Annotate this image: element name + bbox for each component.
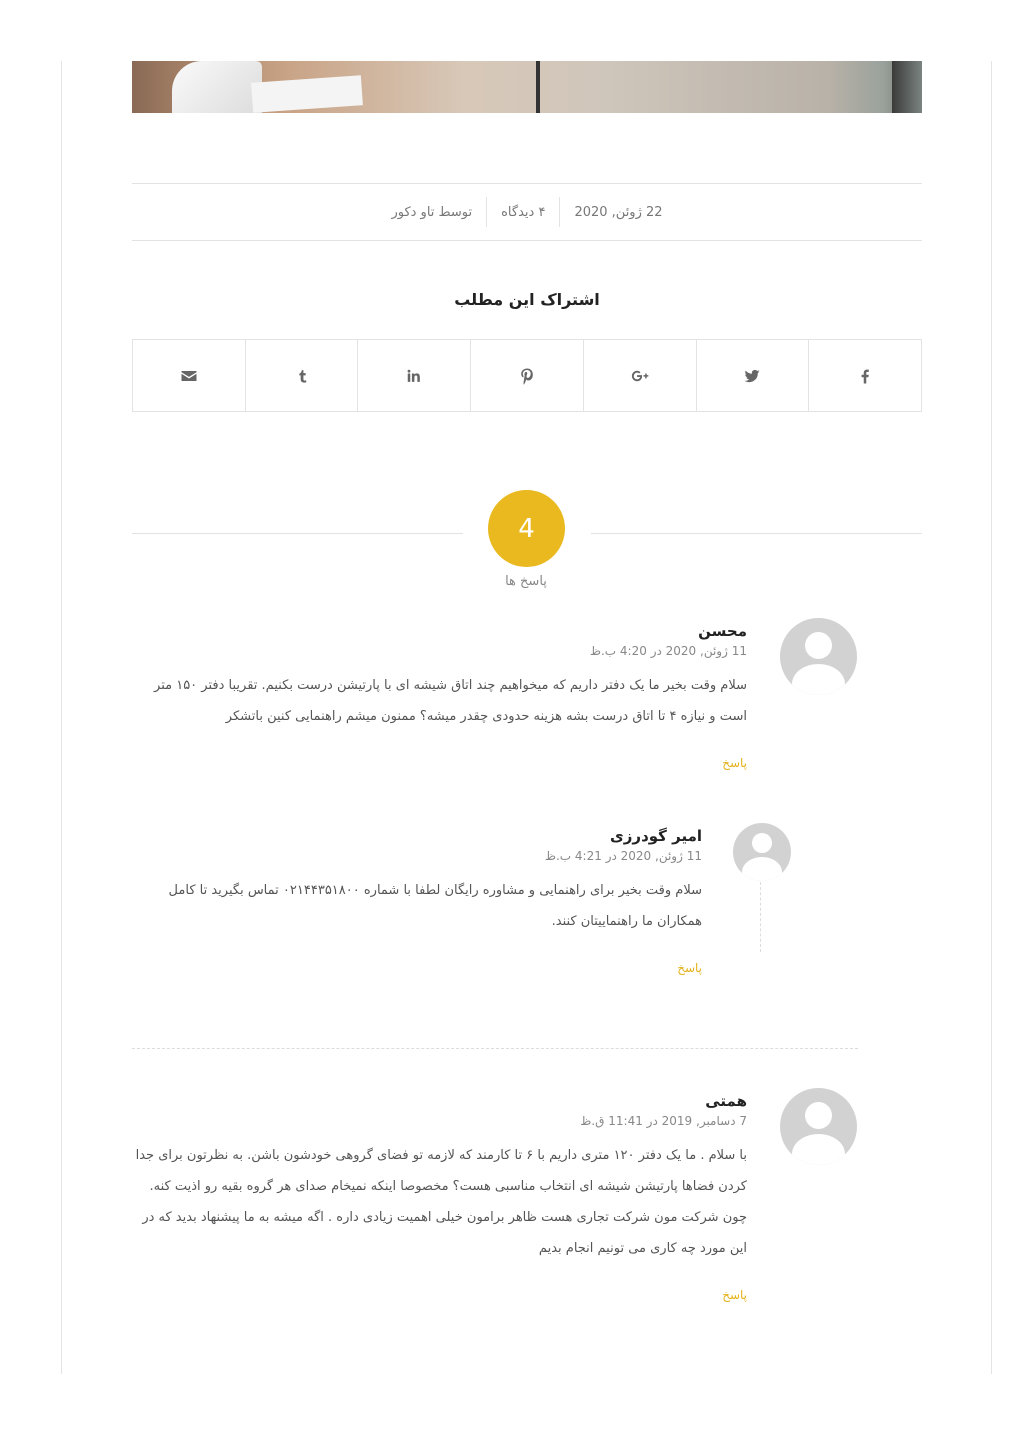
- share-tumblr-button[interactable]: [245, 340, 358, 411]
- comment-author[interactable]: همتی: [705, 1092, 747, 1110]
- tumblr-icon: [292, 366, 312, 386]
- image-paper: [251, 75, 363, 113]
- share-twitter-button[interactable]: [696, 340, 809, 411]
- comment-separator: [132, 1048, 858, 1049]
- mail-icon: [179, 366, 199, 386]
- reply-link[interactable]: پاسخ: [677, 961, 702, 975]
- comment-date[interactable]: 11 ژوئن, 2020 در 4:20 ب.ظ: [589, 644, 747, 658]
- image-pole: [536, 61, 540, 113]
- avatar: [780, 1088, 857, 1165]
- count-divider-left: [132, 533, 463, 534]
- share-bar: [132, 339, 922, 412]
- share-google-plus-button[interactable]: [583, 340, 696, 411]
- post-featured-image: [132, 61, 922, 113]
- reply-thread-line: [760, 882, 761, 952]
- comment-text: سلام وقت بخیر برای راهنمایی و مشاوره رایگان لطفا با شماره ۰۲۱۴۴۳۵۱۸۰۰ تماس بگیرید تا کامل همکاران ما راهنماییتان کنند.: [168, 883, 702, 929]
- share-linkedin-button[interactable]: [357, 340, 470, 411]
- avatar: [780, 618, 857, 695]
- google-plus-icon: [630, 366, 650, 386]
- comment-count-badge: 4: [488, 490, 565, 567]
- comment-date[interactable]: 11 ژوئن, 2020 در 4:21 ب.ظ: [544, 849, 702, 863]
- comment-text-continued: چون شرکت مون شرکت تجاری هست ظاهر برامون خیلی اهمیت زیادی داره . اگه میشه به ما پیشنهاد بدید که در این مورد چه کاری می تونیم انجام بدیم: [142, 1210, 747, 1256]
- comment-reply: [132, 827, 702, 976]
- post-comment-count[interactable]: ۴ دیدگاه: [501, 204, 546, 220]
- comment-date[interactable]: 7 دسامبر, 2019 در 11:41 ق.ظ: [580, 1114, 747, 1128]
- meta-divider: [486, 197, 487, 227]
- comment-author[interactable]: امیر گودرزی: [610, 827, 702, 845]
- share-pinterest-button[interactable]: [470, 340, 583, 411]
- image-tissue-box: [172, 61, 262, 113]
- comment: [132, 622, 747, 771]
- linkedin-icon: [404, 366, 424, 386]
- page-border-right: [991, 61, 992, 1374]
- post-meta: [132, 183, 922, 241]
- count-divider-right: [591, 533, 922, 534]
- comment: [132, 1092, 747, 1303]
- facebook-icon: [855, 366, 875, 386]
- image-edge: [892, 61, 922, 113]
- share-mail-button[interactable]: [133, 340, 245, 411]
- comment-text: با سلام . ما یک دفتر ۱۲۰ متری داریم با ۶ تا کارمند که لازمه تو فضای گروهی خودشون باشن. به نظرتون برای جدا کردن فضاها پارتیشن شیشه ای انتخاب مناسبی هست؟ مخصوصا اینکه نمیخام صدای هر گروه بقیه رو اذیت کنه.: [135, 1148, 747, 1194]
- comment-author[interactable]: محسن: [698, 622, 747, 640]
- comment-text: سلام وقت بخیر ما یک دفتر داریم که میخواهیم چند اتاق شیشه ای با پارتیشن درست بکنیم. تقریبا دفتر ۱۵۰ متر است و نیازه ۴ تا اتاق درست بشه هزینه حدودی چقدر میشه؟ ممنون میشم راهنمایی کنین باتشکر: [154, 678, 747, 724]
- meta-divider: [559, 197, 560, 227]
- post-author[interactable]: توسط تاو دکور: [391, 204, 473, 220]
- pinterest-icon: [517, 366, 537, 386]
- avatar: [733, 823, 791, 881]
- share-facebook-button[interactable]: [808, 340, 921, 411]
- twitter-icon: [742, 366, 762, 386]
- reply-link[interactable]: پاسخ: [722, 1288, 747, 1302]
- page-border-left: [61, 61, 62, 1374]
- reply-link[interactable]: پاسخ: [722, 756, 747, 770]
- share-title: اشتراک این مطلب: [454, 290, 600, 309]
- post-date[interactable]: 22 ژوئن, 2020: [574, 204, 663, 220]
- comment-count-label: پاسخ ها: [505, 574, 547, 589]
